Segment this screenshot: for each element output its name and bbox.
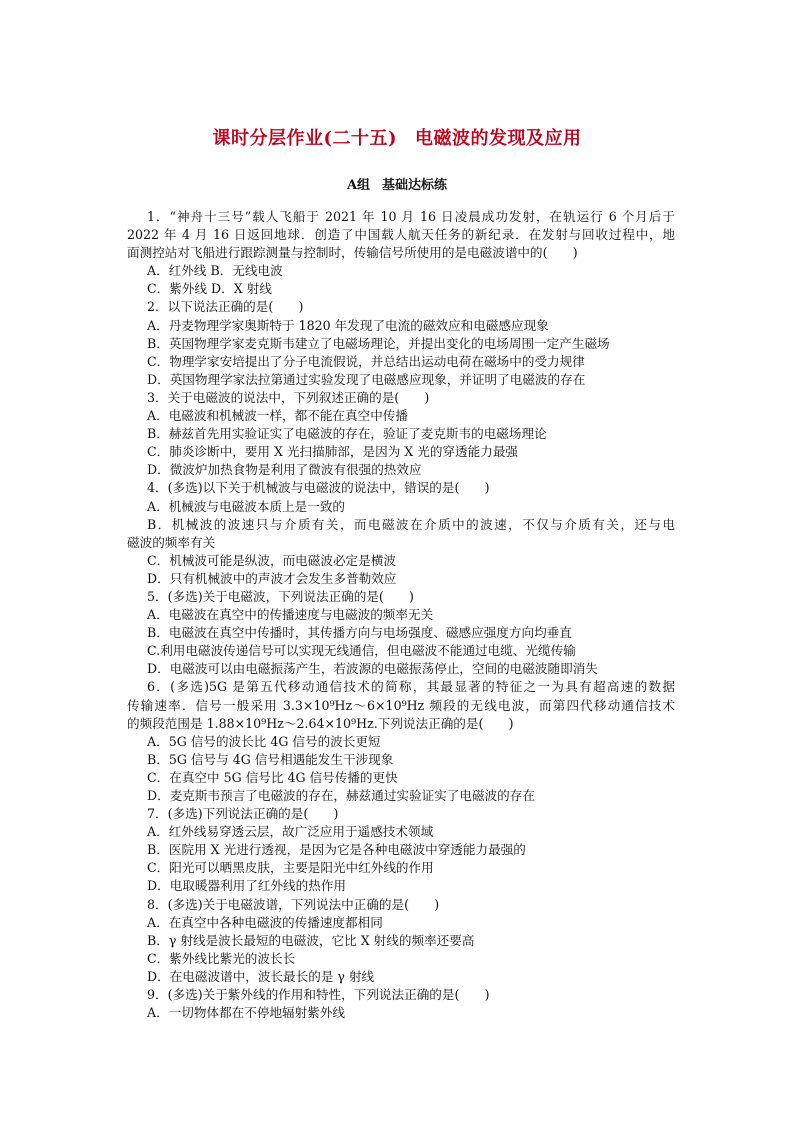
text-line: 传输速率．信号一般采用 3.3×10⁹Hz～6×10⁹Hz 频段的无线电波，而第四代移动通信技术	[127, 697, 675, 713]
text-line: C.利用电磁波传递信号可以实现无线通信，但电磁波不能通过电缆、光缆传输	[147, 643, 576, 659]
text-line: C．阳光可以晒黑皮肤，主要是阳光中红外线的作用	[147, 860, 434, 876]
text-line: B．英国物理学家麦克斯韦建立了电磁场理论，并提出变化的电场周围一定产生磁场	[147, 335, 610, 351]
text-line: D．微波炉加热食物是利用了微波有很强的热效应	[147, 462, 422, 478]
question-body	[127, 208, 675, 1022]
title-sub: 电磁波的发现及应用	[415, 128, 582, 149]
text-line: 面测控站对飞船进行跟踪测量与控制时，传输信号所使用的是电磁波谱中的( )	[127, 245, 578, 261]
text-line: D．电磁波可以由电磁振荡产生，若波源的电磁振荡停止，空间的电磁波随即消失	[147, 661, 598, 677]
text-line: C．在真空中 5G 信号比 4G 信号传播的更快	[147, 769, 398, 785]
text-line: C．肺炎诊断中，要用 X 光扫描肺部，是因为 X 光的穿透能力最强	[147, 444, 519, 460]
text-line: C．紫外线比紫光的波长长	[147, 950, 296, 966]
text-line: 磁波的频率有关	[127, 534, 216, 550]
text-line: A．丹麦物理学家奥斯特于 1820 年发现了电流的磁效应和电磁感应现象	[147, 317, 549, 333]
text-line: D．麦克斯韦预言了电磁波的存在，赫兹通过实验证实了电磁波的存在	[147, 788, 535, 803]
text-line: 6．(多选)5G 是第五代移动通信技术的简称，其最显著的特征之一为具有超高速的数据	[147, 679, 675, 695]
text-line: A．在真空中各种电磁波的传播速度都相同	[147, 914, 383, 930]
text-line: B．电磁波在真空中传播时，其传播方向与电场强度、磁感应强度方向均垂直	[147, 625, 572, 641]
text-line: 的频段范围是 1.88×10⁹Hz～2.64×10⁹Hz.下列说法正确的是( )	[127, 715, 514, 731]
text-line: 5．(多选)关于电磁波，下列说法正确的是( )	[147, 588, 414, 604]
text-line: D．电取暖器利用了红外线的热作用	[147, 878, 347, 894]
text-line: 8．(多选)关于电磁波谱，下列说法中正确的是( )	[147, 896, 440, 912]
text-line: 2022 年 4 月 16 日返回地球．创造了中国载人航天任务的新纪录．在发射与回收过程中，地	[127, 227, 675, 243]
text-line: C．物理学家安培提出了分子电流假说，并总结出运动电荷在磁场中的受力规律	[147, 353, 585, 369]
section-heading	[0, 174, 794, 193]
text-line: A．电磁波和机械波一样，都不能在真空中传播	[147, 408, 408, 424]
page-title	[0, 124, 794, 150]
text-line: C．机械波可能是纵波，而电磁波必定是横波	[147, 552, 396, 568]
text-line: A．一切物体都在不停地辐射紫外线	[147, 1005, 346, 1021]
text-line: 2．以下说法正确的是( )	[147, 299, 304, 315]
text-line: 7．(多选)下列说法正确的是( )	[147, 806, 339, 822]
text-line: C．紫外线 D．X 射线	[147, 281, 272, 297]
text-line: A．红外线易穿透云层，故广泛应用于遥感技术领域	[147, 824, 434, 840]
text-line: A．机械波与电磁波本质上是一致的	[147, 498, 346, 514]
text-line: 1．“神舟十三号”载人飞船于 2021 年 10 月 16 日凌晨成功发射，在轨运行 6 个月后于	[147, 209, 675, 224]
section-group: A组	[346, 178, 371, 193]
text-line: 4．(多选)以下关于机械波与电磁波的说法中，错误的是( )	[147, 480, 490, 496]
section-name: 基础达标练	[382, 178, 448, 193]
text-line: 9．(多选)关于紫外线的作用和特性，下列说法正确的是( )	[147, 987, 490, 1003]
text-line: B．机械波的波速只与介质有关，而电磁波在介质中的波速，不仅与介质有关，还与电	[147, 516, 675, 532]
text-line: B．赫兹首先用实验证实了电磁波的存在，验证了麦克斯韦的电磁场理论	[147, 426, 547, 442]
text-line: A．电磁波在真空中的传播速度与电磁波的频率无关	[147, 607, 434, 623]
text-line: B．γ 射线是波长最短的电磁波，它比 X 射线的频率还要高	[147, 932, 475, 948]
text-line: A．红外线 B．无线电波	[147, 263, 283, 279]
text-line: D．在电磁波谱中，波长最长的是 γ 射线	[147, 968, 375, 984]
title-main: 课时分层作业(二十五)	[212, 128, 398, 149]
text-line: B．医院用 X 光进行透视，是因为它是各种电磁波中穿透能力最强的	[147, 842, 526, 858]
text-line: D．只有机械波中的声波才会发生多普勒效应	[147, 570, 397, 586]
text-line: D．英国物理学家法拉第通过实验发现了电磁感应现象，并证明了电磁波的存在	[147, 371, 586, 387]
text-line: A．5G 信号的波长比 4G 信号的波长更短	[147, 733, 381, 749]
text-line: B．5G 信号与 4G 信号相遇能发生干涉现象	[147, 751, 394, 767]
text-line: 3．关于电磁波的说法中，下列叙述正确的是( )	[147, 389, 430, 405]
